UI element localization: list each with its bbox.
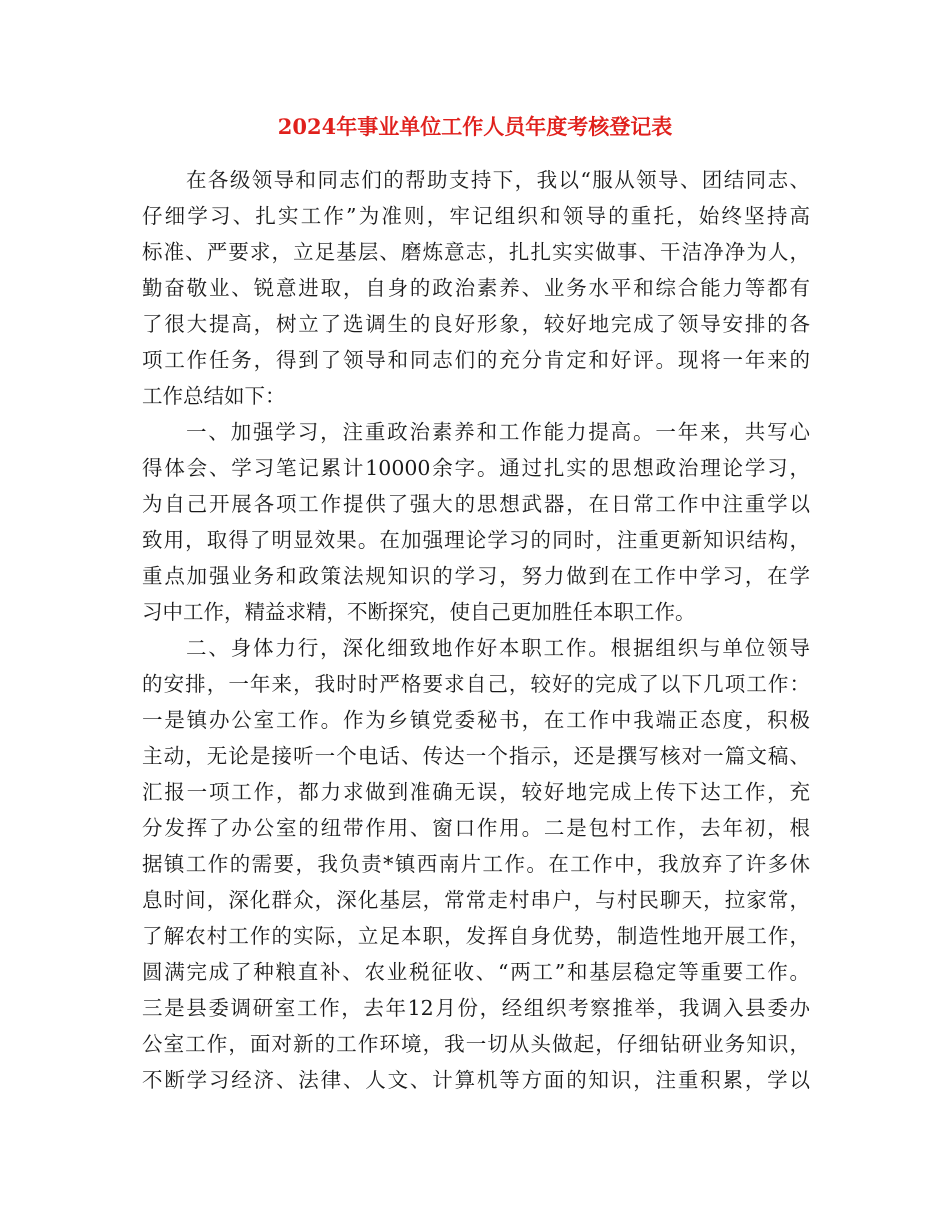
paragraph-2-line-6: 习中工作，精益求精，不断探究，使自己更加胜任本职工作。 [142,600,696,624]
paragraph-1-line-3: 标准、严要求，立足基层、磨炼意志，扎扎实实做事、干洁净净为人， [142,240,810,264]
paragraph-3-line-13: 不断学习经济、法律、人文、计算机等方面的知识，注重积累，学以 [142,1068,810,1092]
paragraph-3-line-3: 一是镇办公室工作。作为乡镇党委秘书，在工作中我端正态度，积极 [142,708,810,732]
paragraph-3-line-5: 汇报一项工作，都力求做到准确无误，较好地完成上传下达工作，充 [142,780,810,804]
paragraph-1-line-6: 项工作任务，得到了领导和同志们的充分肯定和好评。现将一年来的 [142,348,810,372]
paragraph-3-line-7: 据镇工作的需要，我负责*镇西南片工作。在工作中，我放弃了许多休 [142,852,810,876]
paragraph-3-line-12: 公室工作，面对新的工作环境，我一切从头做起，仔细钻研业务知识， [142,1032,810,1056]
paragraph-1-line-5: 了很大提高，树立了选调生的良好形象，较好地完成了领导安排的各 [142,312,810,336]
paragraph-3-line-2: 的安排，一年来，我时时严格要求自己，较好的完成了以下几项工作： [142,672,810,696]
paragraph-2-line-4: 致用，取得了明显效果。在加强理论学习的同时，注重更新知识结构， [142,528,810,552]
paragraph-1-line-4: 勤奋敬业、锐意进取，自身的政治素养、业务水平和综合能力等都有 [142,276,810,300]
paragraph-3-line-11: 三是县委调研室工作，去年12月份，经组织考察推举，我调入县委办 [142,996,810,1020]
document-title: 2024年事业单位工作人员年度考核登记表 [277,114,673,139]
paragraph-2-line-2: 得体会、学习笔记累计10000余字。通过扎实的思想政治理论学习， [142,456,810,480]
paragraph-3-line-8: 息时间，深化群众，深化基层，常常走村串户，与村民聊天，拉家常， [142,888,810,912]
paragraph-3-line-10: 圆满完成了种粮直补、农业税征收、“两工”和基层稳定等重要工作。 [142,960,810,984]
paragraph-3-line-4: 主动，无论是接听一个电话、传达一个指示，还是撰写核对一篇文稿、 [142,744,810,768]
paragraph-2-line-3: 为自己开展各项工作提供了强大的思想武器，在日常工作中注重学以 [142,492,810,516]
paragraph-1-line-1: 在各级领导和同志们的帮助支持下，我以“服从领导、团结同志、 [186,168,810,192]
paragraph-3-line-6: 分发挥了办公室的纽带作用、窗口作用。二是包村工作，去年初，根 [142,816,810,840]
paragraph-3-line-9: 了解农村工作的实际，立足本职，发挥自身优势，制造性地开展工作， [142,924,810,948]
paragraph-1-line-7: 工作总结如下： [142,384,286,408]
paragraph-2-line-1: 一、加强学习，注重政治素养和工作能力提高。一年来，共写心 [186,420,810,444]
paragraph-3-line-1: 二、身体力行，深化细致地作好本职工作。根据组织与单位领导 [186,636,810,660]
paragraph-1-line-2: 仔细学习、扎实工作”为准则，牢记组织和领导的重托，始终坚持高 [142,204,810,228]
paragraph-2-line-5: 重点加强业务和政策法规知识的学习，努力做到在工作中学习，在学 [142,564,810,588]
